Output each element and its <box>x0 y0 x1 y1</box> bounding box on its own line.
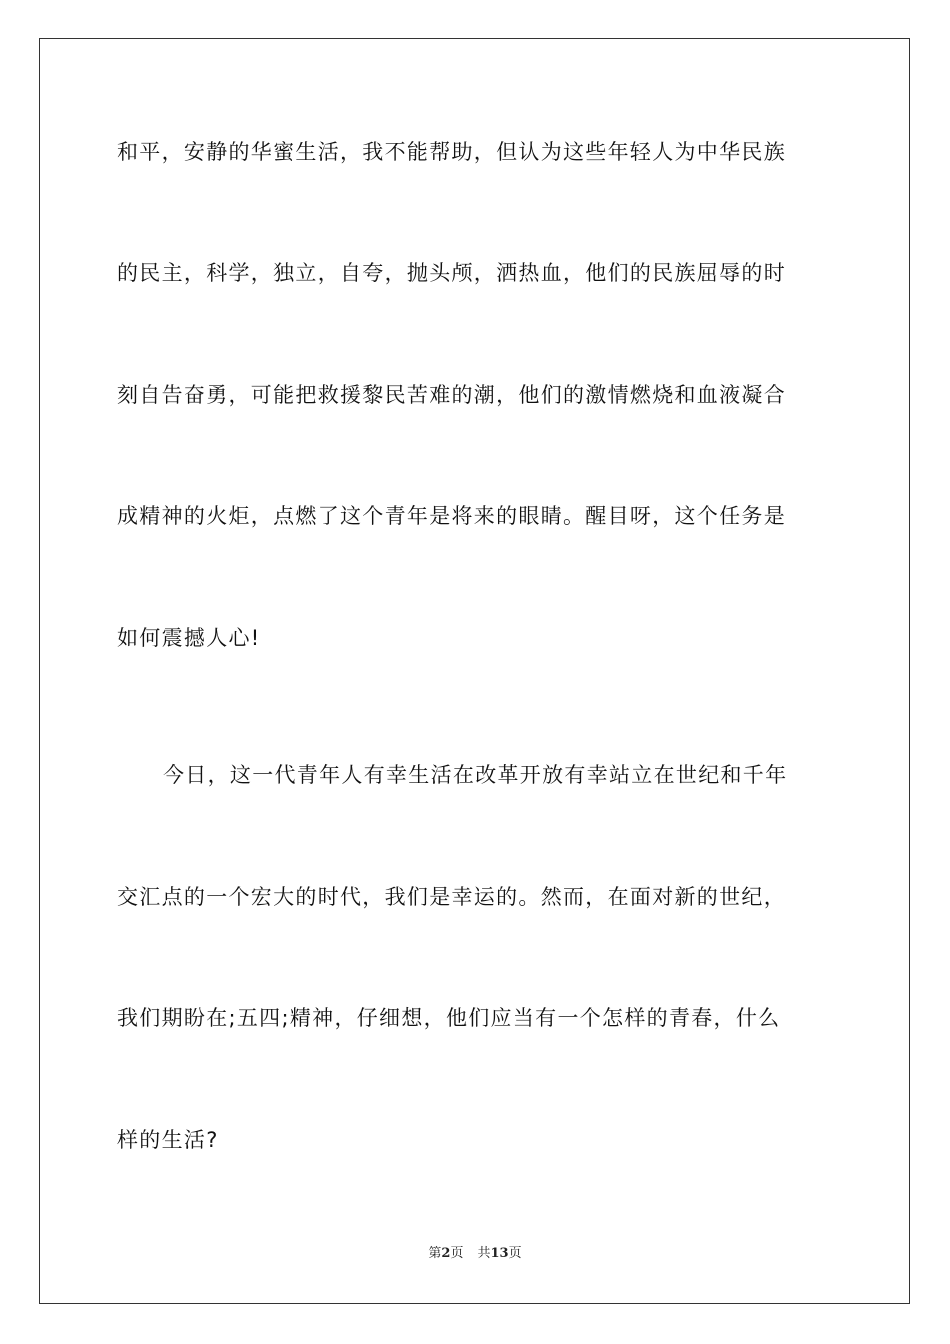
body-text-line-8: 我们期盼在;五四;精神，仔细想，他们应当有一个怎样的青春，什么 <box>117 1006 781 1030</box>
page-border <box>39 38 910 1304</box>
page-suffix: 页 <box>450 1246 464 1261</box>
total-pages: 13 <box>490 1246 509 1261</box>
page-footer <box>0 1245 950 1263</box>
body-text-line-2: 的民主，科学，独立，自夸，抛头颅，洒热血，他们的民族屈辱的时 <box>117 261 786 285</box>
total-suffix: 页 <box>508 1246 522 1261</box>
body-text-line-6: 今日，这一代青年人有幸生活在改革开放有幸站立在世纪和千年 <box>163 763 788 787</box>
total-prefix: 共 <box>477 1246 491 1261</box>
body-text-line-7: 交汇点的一个宏大的时代，我们是幸运的。然而，在面对新的世纪， <box>117 885 786 909</box>
body-text-line-9: 样的生活? <box>117 1128 219 1152</box>
body-text-line-4: 成精神的火炬，点燃了这个青年是将来的眼睛。醒目呀，这个任务是 <box>117 504 786 528</box>
page-number: 2 <box>441 1246 451 1261</box>
body-text-line-1: 和平，安静的华蜜生活，我不能帮助，但认为这些年轻人为中华民族 <box>117 140 786 164</box>
page-prefix: 第 <box>428 1246 442 1261</box>
body-text-line-3: 刻自告奋勇，可能把救援黎民苦难的潮，他们的激情燃烧和血液凝合 <box>117 383 786 407</box>
body-text-line-5: 如何震撼人心! <box>117 626 261 650</box>
